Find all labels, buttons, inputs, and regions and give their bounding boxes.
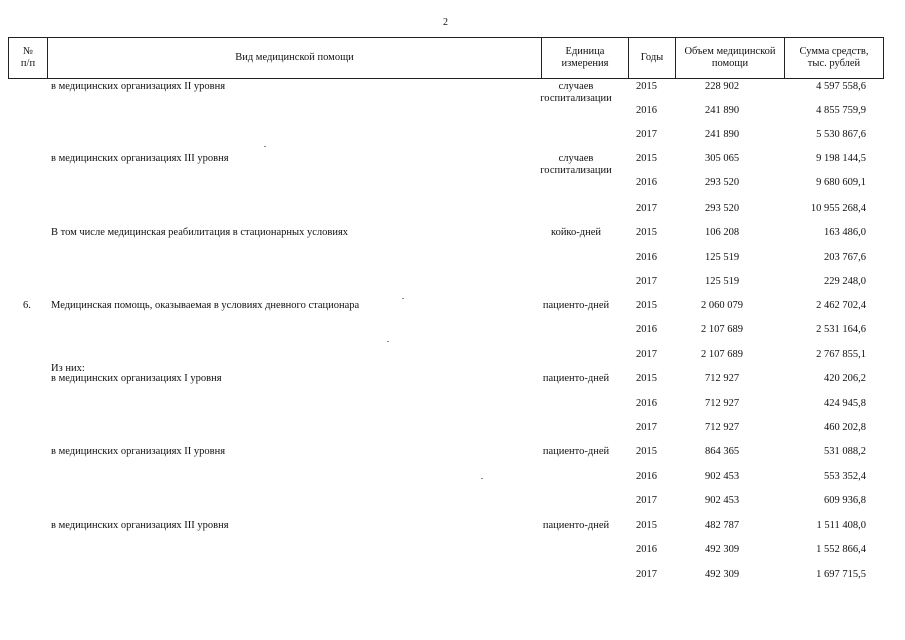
row-care-type: в медицинских организациях II уровня [51, 446, 226, 457]
row-year: 2016 [636, 324, 657, 335]
row-sum: 1 697 715,5 [816, 569, 866, 580]
row-year: 2017 [636, 422, 657, 433]
row-volume: 712 927 [704, 398, 740, 409]
row-year: 2015 [636, 81, 657, 92]
row-volume: 712 927 [704, 373, 740, 384]
row-volume: 228 902 [704, 81, 740, 92]
row-sum: 10 955 268,4 [810, 203, 866, 214]
row-volume: 902 453 [704, 495, 740, 506]
row-care-type: в медицинских организациях III уровня [51, 153, 229, 164]
row-volume: 712 927 [704, 422, 740, 433]
row-volume: 125 519 [704, 252, 740, 263]
row-year: 2017 [636, 495, 657, 506]
row-care-type: Из них: [51, 363, 85, 374]
row-sum: 553 352,4 [824, 471, 866, 482]
row-unit: пациенто-дней [542, 446, 610, 457]
row-year: 2016 [636, 544, 657, 555]
row-sum: 1 511 408,0 [816, 520, 866, 531]
row-volume: 241 890 [704, 129, 740, 140]
row-sum: 9 680 609,1 [816, 177, 866, 188]
row-year: 2015 [636, 300, 657, 311]
row-year: 2017 [636, 276, 657, 287]
row-sum: 9 198 144,5 [816, 153, 866, 164]
row-year: 2015 [636, 446, 657, 457]
row-care-type: в медицинских организациях II уровня [51, 81, 226, 92]
row-sum: 609 936,8 [824, 495, 866, 506]
row-year: 2015 [636, 520, 657, 531]
row-volume: 2 107 689 [701, 324, 743, 335]
scan-dot [264, 146, 266, 147]
row-sum: 229 248,0 [824, 276, 866, 287]
row-sum: 5 530 867,6 [816, 129, 866, 140]
row-unit: пациенто-дней [542, 300, 610, 311]
row-year: 2017 [636, 569, 657, 580]
row-volume: 293 520 [704, 203, 740, 214]
row-sum: 1 552 866,4 [816, 544, 866, 555]
header-unit: Единица измерения [561, 46, 609, 69]
row-volume: 492 309 [704, 569, 740, 580]
row-volume: 2 107 689 [701, 349, 743, 360]
row-sum: 531 088,2 [824, 446, 866, 457]
row-unit: пациенто-дней [542, 373, 610, 384]
row-unit: пациенто-дней [542, 520, 610, 531]
row-year: 2016 [636, 177, 657, 188]
row-sum: 203 767,6 [824, 252, 866, 263]
row-sum: 2 767 855,1 [816, 349, 866, 360]
row-volume: 305 065 [704, 153, 740, 164]
row-year: 2016 [636, 398, 657, 409]
header-num: № п/п [20, 46, 36, 69]
row-sum: 424 945,8 [824, 398, 866, 409]
row-volume: 864 365 [704, 446, 740, 457]
row-sum: 163 486,0 [824, 227, 866, 238]
scan-dot [402, 298, 404, 299]
row-year: 2016 [636, 105, 657, 116]
row-volume: 293 520 [704, 177, 740, 188]
row-sum: 4 597 558,6 [816, 81, 866, 92]
row-sum: 460 202,8 [824, 422, 866, 433]
row-volume: 492 309 [704, 544, 740, 555]
row-year: 2015 [636, 227, 657, 238]
row-year: 2015 [636, 373, 657, 384]
page-number: 2 [443, 17, 448, 28]
row-sum: 2 462 702,4 [816, 300, 866, 311]
row-year: 2016 [636, 252, 657, 263]
row-volume: 902 453 [704, 471, 740, 482]
scan-dot [387, 341, 389, 342]
row-volume: 106 208 [704, 227, 740, 238]
row-unit: койко-дней [551, 227, 601, 238]
row-number: 6. [23, 300, 31, 311]
row-sum: 420 206,2 [824, 373, 866, 384]
row-year: 2015 [636, 153, 657, 164]
row-care-type: В том числе медицинская реабилитация в стационарных условиях [51, 227, 349, 238]
row-volume: 2 060 079 [701, 300, 743, 311]
row-unit: случаев госпитализации [540, 153, 612, 176]
header-type: Вид медицинской помощи [235, 52, 354, 63]
row-sum: 4 855 759,9 [816, 105, 866, 116]
row-year: 2016 [636, 471, 657, 482]
row-year: 2017 [636, 349, 657, 360]
table-header [8, 37, 884, 79]
row-care-type: в медицинских организациях III уровня [51, 520, 229, 531]
header-sum: Сумма средств, тыс. рублей [799, 46, 869, 69]
row-volume: 482 787 [704, 520, 740, 531]
row-care-type: Медицинская помощь, оказываемая в условиях дневного стационара [51, 300, 360, 311]
row-unit: случаев госпитализации [540, 81, 612, 104]
header-years: Годы [640, 52, 664, 63]
row-volume: 241 890 [704, 105, 740, 116]
row-volume: 125 519 [704, 276, 740, 287]
header-volume: Объем медицинской помощи [684, 46, 776, 69]
row-year: 2017 [636, 129, 657, 140]
row-year: 2017 [636, 203, 657, 214]
scan-dot [481, 478, 483, 479]
row-care-type: в медицинских организациях I уровня [51, 373, 222, 384]
row-sum: 2 531 164,6 [816, 324, 866, 335]
